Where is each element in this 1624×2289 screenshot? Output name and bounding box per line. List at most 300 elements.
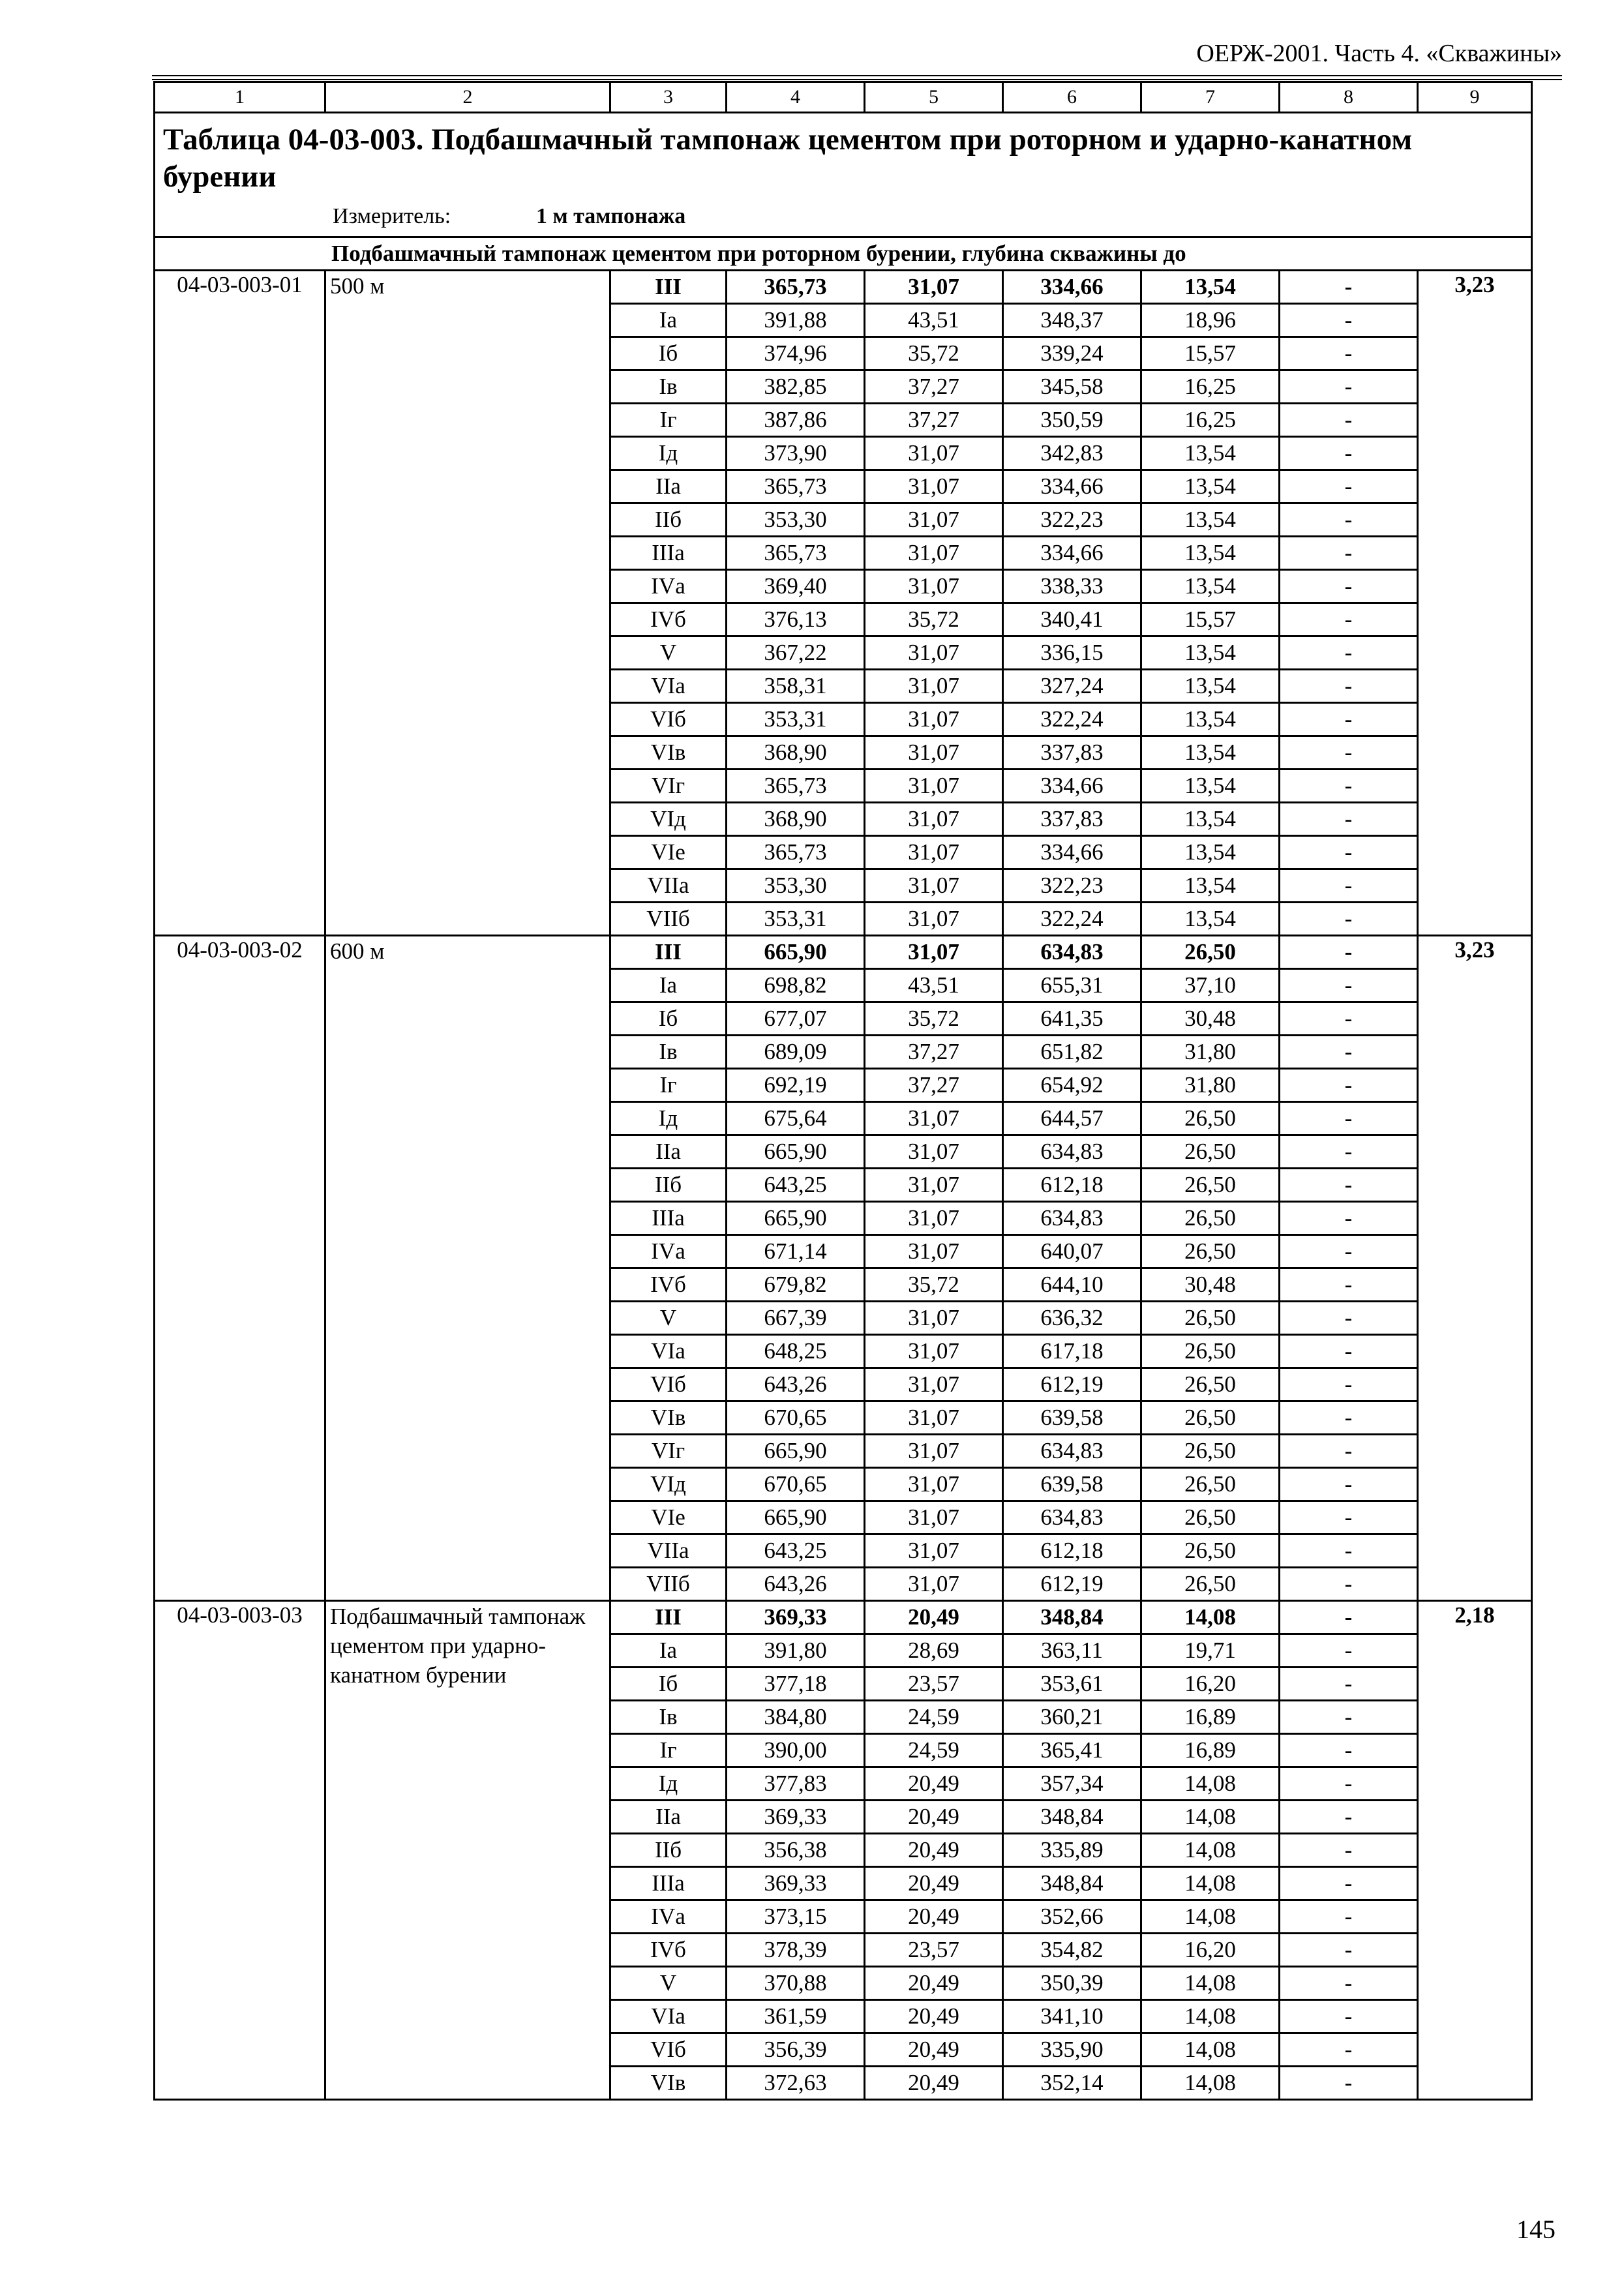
col6-value: 342,83 xyxy=(1003,437,1141,470)
column-number: 9 xyxy=(1418,82,1532,113)
col7-value: 26,50 xyxy=(1141,1435,1280,1468)
col7-value: 30,48 xyxy=(1141,1002,1280,1036)
region-cell: VIб xyxy=(610,703,727,736)
col4-value: 353,30 xyxy=(727,503,865,537)
col7-value: 14,08 xyxy=(1141,1967,1280,2000)
unit-label: Измеритель: xyxy=(333,204,451,228)
norms-table xyxy=(153,81,1533,2101)
col7-value: 14,08 xyxy=(1141,1867,1280,1900)
col7-value: 16,20 xyxy=(1141,1934,1280,1967)
col7-value: 16,20 xyxy=(1141,1668,1280,1701)
col6-value: 335,90 xyxy=(1003,2033,1141,2067)
col4-value: 365,73 xyxy=(727,470,865,503)
col6-value: 634,83 xyxy=(1003,936,1141,969)
col6-value: 334,66 xyxy=(1003,770,1141,803)
col7-value: 13,54 xyxy=(1141,636,1280,670)
norm-name: Подбашмачный тампонаж цементом при ударно-канатном бурении xyxy=(325,1601,610,2100)
col9-value: 3,23 xyxy=(1418,271,1532,936)
col7-value: 13,54 xyxy=(1141,537,1280,570)
col8-value: - xyxy=(1280,1268,1418,1302)
col8-value: - xyxy=(1280,803,1418,836)
region-cell: IIб xyxy=(610,503,727,537)
col8-value: - xyxy=(1280,1601,1418,1634)
col6-value: 322,24 xyxy=(1003,703,1141,736)
col5-value: 31,07 xyxy=(865,437,1003,470)
col8-value: - xyxy=(1280,1302,1418,1335)
norm-code: 04-03-003-01 xyxy=(155,271,325,936)
col4-value: 353,30 xyxy=(727,869,865,903)
col7-value: 13,54 xyxy=(1141,503,1280,537)
column-number: 5 xyxy=(865,82,1003,113)
col5-value: 31,07 xyxy=(865,1302,1003,1335)
col4-value: 675,64 xyxy=(727,1102,865,1135)
col4-value: 377,18 xyxy=(727,1668,865,1701)
col5-value: 20,49 xyxy=(865,1834,1003,1867)
col7-value: 15,57 xyxy=(1141,603,1280,636)
region-cell: Iд xyxy=(610,1102,727,1135)
col5-value: 20,49 xyxy=(865,1767,1003,1801)
col5-value: 20,49 xyxy=(865,1867,1003,1900)
col7-value: 16,89 xyxy=(1141,1701,1280,1734)
region-cell: V xyxy=(610,636,727,670)
col6-value: 612,19 xyxy=(1003,1568,1141,1601)
col6-value: 612,18 xyxy=(1003,1169,1141,1202)
region-cell: IIIа xyxy=(610,537,727,570)
region-cell: IVб xyxy=(610,1268,727,1302)
region-cell: VIа xyxy=(610,2000,727,2033)
col8-value: - xyxy=(1280,1102,1418,1135)
col6-value: 644,57 xyxy=(1003,1102,1141,1135)
col8-value: - xyxy=(1280,936,1418,969)
column-number: 3 xyxy=(610,82,727,113)
col4-value: 368,90 xyxy=(727,803,865,836)
col5-value: 31,07 xyxy=(865,1135,1003,1169)
col5-value: 35,72 xyxy=(865,1002,1003,1036)
col4-value: 373,90 xyxy=(727,437,865,470)
col6-value: 334,66 xyxy=(1003,470,1141,503)
col8-value: - xyxy=(1280,1734,1418,1767)
col6-value: 327,24 xyxy=(1003,670,1141,703)
region-cell: Iд xyxy=(610,437,727,470)
col7-value: 26,50 xyxy=(1141,1568,1280,1601)
region-cell: VIг xyxy=(610,1435,727,1468)
col4-value: 378,39 xyxy=(727,1934,865,1967)
col6-value: 345,58 xyxy=(1003,370,1141,404)
col5-value: 31,07 xyxy=(865,770,1003,803)
col4-value: 369,33 xyxy=(727,1867,865,1900)
col8-value: - xyxy=(1280,1468,1418,1501)
col8-value: - xyxy=(1280,869,1418,903)
col5-value: 20,49 xyxy=(865,2067,1003,2100)
col6-value: 350,39 xyxy=(1003,1967,1141,2000)
col8-value: - xyxy=(1280,1002,1418,1036)
region-cell: IIа xyxy=(610,1801,727,1834)
region-cell: IIIа xyxy=(610,1867,727,1900)
col5-value: 24,59 xyxy=(865,1701,1003,1734)
col6-value: 353,61 xyxy=(1003,1668,1141,1701)
col6-value: 634,83 xyxy=(1003,1501,1141,1534)
col7-value: 18,96 xyxy=(1141,304,1280,337)
col7-value: 26,50 xyxy=(1141,1202,1280,1235)
col6-value: 336,15 xyxy=(1003,636,1141,670)
region-cell: VIб xyxy=(610,1368,727,1401)
col6-value: 350,59 xyxy=(1003,404,1141,437)
col4-value: 665,90 xyxy=(727,1501,865,1534)
region-cell: VIе xyxy=(610,1501,727,1534)
norm-name: 500 м xyxy=(325,271,610,936)
region-cell: VIв xyxy=(610,2067,727,2100)
region-cell: VIIа xyxy=(610,869,727,903)
col5-value: 31,07 xyxy=(865,736,1003,770)
col8-value: - xyxy=(1280,470,1418,503)
col7-value: 16,25 xyxy=(1141,370,1280,404)
col7-value: 14,08 xyxy=(1141,2067,1280,2100)
norm-code: 04-03-003-02 xyxy=(155,936,325,1601)
col6-value: 322,24 xyxy=(1003,903,1141,936)
col8-value: - xyxy=(1280,2067,1418,2100)
col5-value: 20,49 xyxy=(865,1601,1003,1634)
col4-value: 356,39 xyxy=(727,2033,865,2067)
col5-value: 31,07 xyxy=(865,636,1003,670)
col6-value: 352,14 xyxy=(1003,2067,1141,2100)
col6-value: 634,83 xyxy=(1003,1135,1141,1169)
col5-value: 31,07 xyxy=(865,1202,1003,1235)
col7-value: 26,50 xyxy=(1141,936,1280,969)
col5-value: 37,27 xyxy=(865,1069,1003,1102)
col7-value: 16,89 xyxy=(1141,1734,1280,1767)
region-cell: VIб xyxy=(610,2033,727,2067)
col4-value: 365,73 xyxy=(727,770,865,803)
norm-code: 04-03-003-03 xyxy=(155,1601,325,2100)
region-cell: VIа xyxy=(610,1335,727,1368)
col4-value: 670,65 xyxy=(727,1468,865,1501)
region-cell: Iб xyxy=(610,1668,727,1701)
col7-value: 26,50 xyxy=(1141,1335,1280,1368)
col4-value: 689,09 xyxy=(727,1036,865,1069)
col4-value: 643,25 xyxy=(727,1534,865,1568)
col5-value: 31,07 xyxy=(865,670,1003,703)
col5-value: 24,59 xyxy=(865,1734,1003,1767)
col8-value: - xyxy=(1280,1701,1418,1734)
col4-value: 358,31 xyxy=(727,670,865,703)
col7-value: 26,50 xyxy=(1141,1135,1280,1169)
region-cell: IVб xyxy=(610,1934,727,1967)
col6-value: 651,82 xyxy=(1003,1036,1141,1069)
region-cell: VIе xyxy=(610,836,727,869)
region-cell: V xyxy=(610,1302,727,1335)
col6-value: 641,35 xyxy=(1003,1002,1141,1036)
col5-value: 35,72 xyxy=(865,337,1003,370)
column-number: 8 xyxy=(1280,82,1418,113)
col5-value: 37,27 xyxy=(865,370,1003,404)
col7-value: 26,50 xyxy=(1141,1468,1280,1501)
table-title: Таблица 04-03-003. Подбашмачный тампонаж цементом при роторном и ударно-канатном бурении xyxy=(163,123,1413,194)
col7-value: 30,48 xyxy=(1141,1268,1280,1302)
col4-value: 368,90 xyxy=(727,736,865,770)
col7-value: 13,54 xyxy=(1141,803,1280,836)
col8-value: - xyxy=(1280,736,1418,770)
col5-value: 31,07 xyxy=(865,470,1003,503)
col5-value: 31,07 xyxy=(865,271,1003,304)
col4-value: 382,85 xyxy=(727,370,865,404)
col7-value: 13,54 xyxy=(1141,271,1280,304)
region-cell: VIIб xyxy=(610,903,727,936)
col5-value: 31,07 xyxy=(865,936,1003,969)
col4-value: 353,31 xyxy=(727,903,865,936)
col6-value: 348,84 xyxy=(1003,1867,1141,1900)
col8-value: - xyxy=(1280,1534,1418,1568)
col7-value: 14,08 xyxy=(1141,1601,1280,1634)
col4-value: 665,90 xyxy=(727,1135,865,1169)
col7-value: 26,50 xyxy=(1141,1235,1280,1268)
region-cell: III xyxy=(610,271,727,304)
col5-value: 37,27 xyxy=(865,1036,1003,1069)
col7-value: 14,08 xyxy=(1141,2000,1280,2033)
col6-value: 612,18 xyxy=(1003,1534,1141,1568)
col8-value: - xyxy=(1280,903,1418,936)
region-cell: VIа xyxy=(610,670,727,703)
col6-value: 357,34 xyxy=(1003,1767,1141,1801)
unit-line xyxy=(163,203,1523,230)
col8-value: - xyxy=(1280,370,1418,404)
col5-value: 31,07 xyxy=(865,1401,1003,1435)
col5-value: 35,72 xyxy=(865,1268,1003,1302)
col4-value: 698,82 xyxy=(727,969,865,1002)
table-row xyxy=(155,1601,1532,1634)
col8-value: - xyxy=(1280,670,1418,703)
col5-value: 31,07 xyxy=(865,1335,1003,1368)
col9-value: 2,18 xyxy=(1418,1601,1532,2100)
col8-value: - xyxy=(1280,271,1418,304)
region-cell: VIв xyxy=(610,736,727,770)
col8-value: - xyxy=(1280,1668,1418,1701)
col8-value: - xyxy=(1280,1767,1418,1801)
col7-value: 14,08 xyxy=(1141,1767,1280,1801)
col5-value: 20,49 xyxy=(865,1900,1003,1934)
region-cell: III xyxy=(610,936,727,969)
col4-value: 373,15 xyxy=(727,1900,865,1934)
col7-value: 13,54 xyxy=(1141,736,1280,770)
col6-value: 348,84 xyxy=(1003,1601,1141,1634)
region-cell: VIIб xyxy=(610,1568,727,1601)
col8-value: - xyxy=(1280,836,1418,869)
col4-value: 391,88 xyxy=(727,304,865,337)
col5-value: 31,07 xyxy=(865,1435,1003,1468)
col8-value: - xyxy=(1280,1568,1418,1601)
region-cell: IVа xyxy=(610,1235,727,1268)
col4-value: 387,86 xyxy=(727,404,865,437)
region-cell: III xyxy=(610,1601,727,1634)
col5-value: 28,69 xyxy=(865,1634,1003,1668)
col6-value: 655,31 xyxy=(1003,969,1141,1002)
col8-value: - xyxy=(1280,1202,1418,1235)
col5-value: 20,49 xyxy=(865,2000,1003,2033)
region-cell: IIIа xyxy=(610,1202,727,1235)
col8-value: - xyxy=(1280,1801,1418,1834)
col5-value: 37,27 xyxy=(865,404,1003,437)
col8-value: - xyxy=(1280,1501,1418,1534)
region-cell: V xyxy=(610,1967,727,2000)
col5-value: 23,57 xyxy=(865,1934,1003,1967)
col6-value: 339,24 xyxy=(1003,337,1141,370)
region-cell: VIд xyxy=(610,803,727,836)
col7-value: 26,50 xyxy=(1141,1169,1280,1202)
col8-value: - xyxy=(1280,1069,1418,1102)
col6-value: 348,37 xyxy=(1003,304,1141,337)
col8-value: - xyxy=(1280,1235,1418,1268)
column-number: 1 xyxy=(155,82,325,113)
col4-value: 353,31 xyxy=(727,703,865,736)
col8-value: - xyxy=(1280,1335,1418,1368)
col7-value: 13,54 xyxy=(1141,437,1280,470)
column-number: 4 xyxy=(727,82,865,113)
col7-value: 26,50 xyxy=(1141,1401,1280,1435)
col6-value: 654,92 xyxy=(1003,1069,1141,1102)
col7-value: 13,54 xyxy=(1141,470,1280,503)
col8-value: - xyxy=(1280,969,1418,1002)
col8-value: - xyxy=(1280,2033,1418,2067)
region-cell: Iг xyxy=(610,404,727,437)
col7-value: 13,54 xyxy=(1141,703,1280,736)
col4-value: 365,73 xyxy=(727,537,865,570)
col7-value: 14,08 xyxy=(1141,1801,1280,1834)
table-row xyxy=(155,271,1532,304)
col5-value: 31,07 xyxy=(865,503,1003,537)
region-cell: Iа xyxy=(610,1634,727,1668)
col8-value: - xyxy=(1280,304,1418,337)
col8-value: - xyxy=(1280,1634,1418,1668)
region-cell: Iг xyxy=(610,1069,727,1102)
col4-value: 377,83 xyxy=(727,1767,865,1801)
col4-value: 356,38 xyxy=(727,1834,865,1867)
col8-value: - xyxy=(1280,1435,1418,1468)
col5-value: 31,07 xyxy=(865,1501,1003,1534)
col4-value: 391,80 xyxy=(727,1634,865,1668)
col7-value: 31,80 xyxy=(1141,1036,1280,1069)
col8-value: - xyxy=(1280,1967,1418,2000)
col6-value: 335,89 xyxy=(1003,1834,1141,1867)
col5-value: 20,49 xyxy=(865,1801,1003,1834)
col6-value: 363,11 xyxy=(1003,1634,1141,1668)
region-cell: Iб xyxy=(610,337,727,370)
region-cell: IIб xyxy=(610,1169,727,1202)
col5-value: 43,51 xyxy=(865,969,1003,1002)
col4-value: 390,00 xyxy=(727,1734,865,1767)
running-header: ОЕРЖ-2001. Часть 4. «Скважины» xyxy=(1196,40,1562,67)
col6-value: 334,66 xyxy=(1003,271,1141,304)
col5-value: 35,72 xyxy=(865,603,1003,636)
col4-value: 671,14 xyxy=(727,1235,865,1268)
col7-value: 13,54 xyxy=(1141,670,1280,703)
col8-value: - xyxy=(1280,570,1418,603)
col8-value: - xyxy=(1280,1867,1418,1900)
section-title: Подбашмачный тампонаж цементом при роторном бурении, глубина скважины до xyxy=(155,237,1532,271)
col7-value: 13,54 xyxy=(1141,770,1280,803)
col4-value: 677,07 xyxy=(727,1002,865,1036)
col8-value: - xyxy=(1280,1934,1418,1967)
col4-value: 679,82 xyxy=(727,1268,865,1302)
col8-value: - xyxy=(1280,770,1418,803)
region-cell: Iг xyxy=(610,1734,727,1767)
col7-value: 37,10 xyxy=(1141,969,1280,1002)
col4-value: 361,59 xyxy=(727,2000,865,2033)
col6-value: 360,21 xyxy=(1003,1701,1141,1734)
col8-value: - xyxy=(1280,503,1418,537)
col4-value: 372,63 xyxy=(727,2067,865,2100)
col7-value: 13,54 xyxy=(1141,836,1280,869)
col7-value: 13,54 xyxy=(1141,869,1280,903)
region-cell: IVа xyxy=(610,570,727,603)
header-rule xyxy=(152,75,1562,76)
col8-value: - xyxy=(1280,404,1418,437)
col7-value: 19,71 xyxy=(1141,1634,1280,1668)
region-cell: VIг xyxy=(610,770,727,803)
col5-value: 31,07 xyxy=(865,803,1003,836)
col4-value: 643,25 xyxy=(727,1169,865,1202)
col4-value: 365,73 xyxy=(727,836,865,869)
col7-value: 26,50 xyxy=(1141,1102,1280,1135)
column-number-row xyxy=(155,82,1532,113)
region-cell: IIа xyxy=(610,470,727,503)
col6-value: 612,19 xyxy=(1003,1368,1141,1401)
col5-value: 31,07 xyxy=(865,1169,1003,1202)
col8-value: - xyxy=(1280,1036,1418,1069)
page-number: 145 xyxy=(1516,2215,1556,2244)
col8-value: - xyxy=(1280,337,1418,370)
col4-value: 369,40 xyxy=(727,570,865,603)
col6-value: 617,18 xyxy=(1003,1335,1141,1368)
col5-value: 23,57 xyxy=(865,1668,1003,1701)
col7-value: 31,80 xyxy=(1141,1069,1280,1102)
col8-value: - xyxy=(1280,1401,1418,1435)
col6-value: 639,58 xyxy=(1003,1401,1141,1435)
col5-value: 31,07 xyxy=(865,1468,1003,1501)
col5-value: 31,07 xyxy=(865,537,1003,570)
col5-value: 31,07 xyxy=(865,903,1003,936)
region-cell: VIд xyxy=(610,1468,727,1501)
col6-value: 322,23 xyxy=(1003,869,1141,903)
table-title-row xyxy=(155,113,1532,237)
col8-value: - xyxy=(1280,437,1418,470)
col6-value: 639,58 xyxy=(1003,1468,1141,1501)
region-cell: Iд xyxy=(610,1767,727,1801)
col8-value: - xyxy=(1280,1834,1418,1867)
header-rule-double xyxy=(152,79,1562,80)
col6-value: 352,66 xyxy=(1003,1900,1141,1934)
column-number: 7 xyxy=(1141,82,1280,113)
col8-value: - xyxy=(1280,1368,1418,1401)
col7-value: 15,57 xyxy=(1141,337,1280,370)
col4-value: 648,25 xyxy=(727,1335,865,1368)
col9-value: 3,23 xyxy=(1418,936,1532,1601)
region-cell: Iа xyxy=(610,304,727,337)
col5-value: 20,49 xyxy=(865,1967,1003,2000)
col5-value: 31,07 xyxy=(865,836,1003,869)
col6-value: 322,23 xyxy=(1003,503,1141,537)
unit-value: 1 м тампонажа xyxy=(536,204,686,228)
col7-value: 16,25 xyxy=(1141,404,1280,437)
col4-value: 665,90 xyxy=(727,1435,865,1468)
col5-value: 43,51 xyxy=(865,304,1003,337)
col4-value: 374,96 xyxy=(727,337,865,370)
region-cell: VIв xyxy=(610,1401,727,1435)
column-number: 6 xyxy=(1003,82,1141,113)
col7-value: 13,54 xyxy=(1141,570,1280,603)
col7-value: 14,08 xyxy=(1141,2033,1280,2067)
col8-value: - xyxy=(1280,1169,1418,1202)
col5-value: 31,07 xyxy=(865,869,1003,903)
col5-value: 31,07 xyxy=(865,1235,1003,1268)
